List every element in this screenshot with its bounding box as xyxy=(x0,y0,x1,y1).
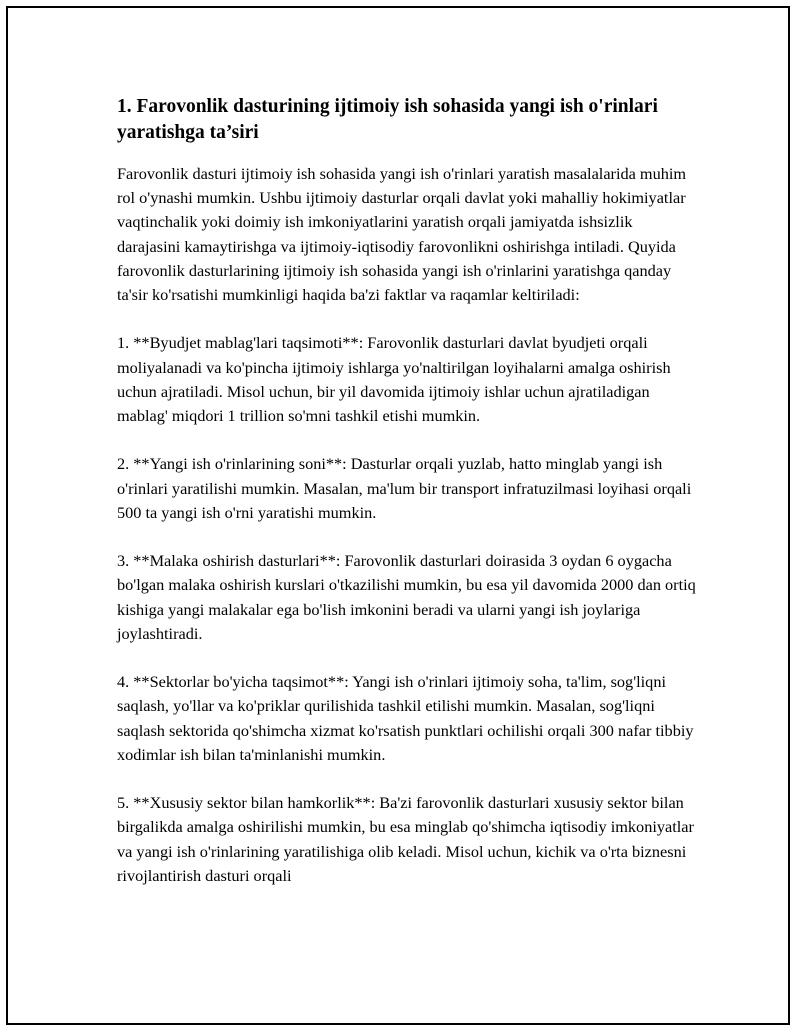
intro-paragraph: Farovonlik dasturi ijtimoiy ish sohasida yangi ish o'rinlari yaratish masalalarida muhim rol o'ynashi mumkin. Ushbu ijtimoiy dasturlar orqali davlat yoki mahalliy hokimiyatlar vaqtinchalik yoki doimiy ish imkoniyatlarini yaratish orqali jamiyatda ishsizlik darajasini kamaytirishga va ijtimoiy-iqtisodiy farovonlikni oshirishga intiladi. Quyida farovonlik dasturlarining ijtimoiy ish sohasida yangi ish o'rinlarini yaratishga qanday ta'sir ko'rsatishi mumkinligi haqida ba'zi faktlar va raqamlar keltiriladi: xyxy=(117,164,687,305)
point-private-partnership: 5. **Xususiy sektor bilan hamkorlik**: Ba'zi farovonlik dasturlari xususiy sektor bilan birgalikda amalga oshirilishi mumkin, bu esa minglab qo'shimcha iqtisodiy imkoniyatlar va yangi ish o'rinlarining yaratilishiga olib keladi. Misol uchun, kichik va o'rta biznesni rivojlantirish dasturi orqali xyxy=(117,793,694,885)
document-title: 1. Farovonlik dasturining ijtimoiy ish sohasida yangi ish o'rinlari yaratishga ta’siri xyxy=(117,96,658,143)
document-body xyxy=(117,94,697,888)
point-new-jobs-count: 2. **Yangi ish o'rinlarining soni**: Dasturlar orqali yuzlab, hatto minglab yangi ish o'rinlari yaratilishi mumkin. Masalan, ma'lum bir transport infratuzilmasi loyihasi orqali 500 ta yangi ish o'rni yaratishi mumkin. xyxy=(117,454,692,522)
point-training-programs: 3. **Malaka oshirish dasturlari**: Farovonlik dasturlari doirasida 3 oydan 6 oygacha bo'lgan malaka oshirish kurslari o'tkazilishi mumkin, bu esa yil davomida 2000 dan ortiq kishiga yangi malakalar ega bo'lish imkonini beradi va ularni yangi ish joylariga joylashtiradi. xyxy=(117,551,696,643)
point-sector-distribution: 4. **Sektorlar bo'yicha taqsimot**: Yangi ish o'rinlari ijtimoiy soha, ta'lim, sog'liqni saqlash, yo'llar va ko'priklar qurilishida tashkil etilishi mumkin. Masalan, sog'liqni saqlash sektorida qo'shimcha xizmat ko'rsatish punktlari ochilishi orqali 300 nafar tibbiy xodimlar ish bilan ta'minlanishi mumkin. xyxy=(117,672,694,764)
point-budget-allocation: 1. **Byudjet mablag'lari taqsimoti**: Farovonlik dasturlari davlat byudjeti orqali moliyalanadi va ko'pincha ijtimoiy ishlarga yo'naltirilgan loyihalarni amalga oshirish uchun ajratiladi. Misol uchun, bir yil davomida ijtimoiy ishlar uchun ajratiladigan mablag' miqdori 1 trillion so'mni tashkil etishi mumkin. xyxy=(117,333,671,426)
